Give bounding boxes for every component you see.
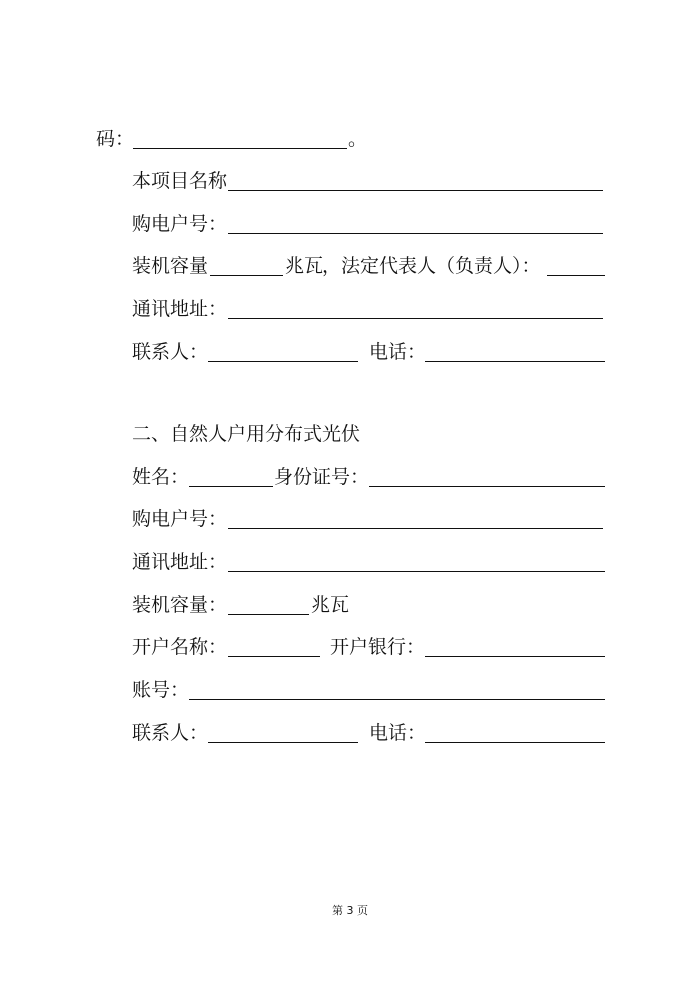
bank-account-blank[interactable] [189,699,605,700]
page-number: 第 3 页 [332,904,368,917]
individual-address-blank[interactable] [228,571,605,572]
company-capacity-blank[interactable] [210,275,283,276]
id-number-blank[interactable] [369,486,605,487]
individual-phone-blank[interactable] [425,742,605,743]
company-address-label: 通讯地址： [132,298,228,320]
project-name-blank[interactable] [228,190,603,191]
code-suffix: 。 [348,128,368,150]
individual-phone-label: 电话： [369,722,427,744]
individual-address-label: 通讯地址： [132,551,228,573]
name-blank[interactable] [189,486,273,487]
bank-account-label: 账号： [132,679,190,701]
account-name-blank[interactable] [228,656,320,657]
company-account-blank[interactable] [228,233,603,234]
bank-label: 开户银行： [330,636,426,658]
id-number-label: 身份证号： [274,466,370,488]
company-capacity-unit: 兆瓦 [285,255,324,277]
legal-rep-blank[interactable] [547,275,605,276]
individual-contact-label: 联系人： [132,722,209,744]
company-contact-label: 联系人： [132,341,209,363]
individual-section-heading: 二、自然人户用分布式光伏 [132,423,361,445]
company-contact-blank[interactable] [208,361,358,362]
individual-capacity-blank[interactable] [228,614,309,615]
code-label: 码： [96,128,135,150]
individual-account-blank[interactable] [228,528,603,529]
account-name-label: 开户名称： [132,636,228,658]
project-name-label: 本项目名称 [132,170,228,192]
company-phone-blank[interactable] [425,361,605,362]
individual-capacity-unit: 兆瓦 [311,594,350,616]
company-capacity-label: 装机容量 [132,255,209,277]
company-address-blank[interactable] [228,318,603,319]
company-phone-label: 电话： [369,341,427,363]
individual-contact-blank[interactable] [208,742,358,743]
name-label: 姓名： [132,466,190,488]
code-blank[interactable] [133,148,347,149]
bank-blank[interactable] [425,656,605,657]
company-account-label: 购电户号： [132,213,228,235]
individual-capacity-label: 装机容量： [132,594,228,616]
individual-account-label: 购电户号： [132,508,228,530]
legal-rep-label: ，法定代表人（负责人）： [322,255,541,277]
